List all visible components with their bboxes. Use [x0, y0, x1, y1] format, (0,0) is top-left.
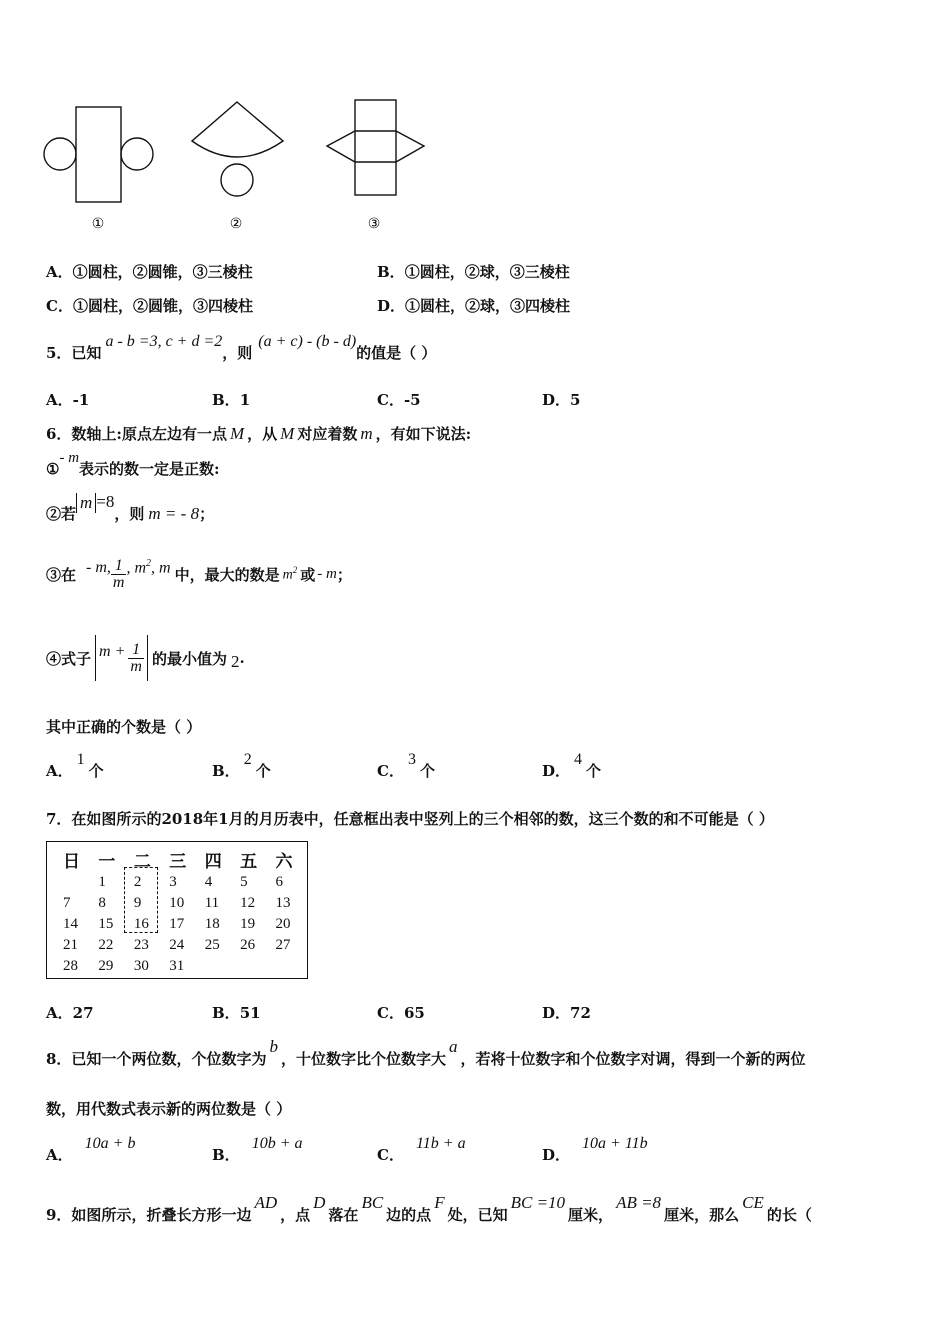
q7-option-c: C．65 — [377, 1004, 425, 1022]
calendar-cell: 21 — [63, 937, 78, 953]
q7-option-d: D．72 — [542, 1004, 591, 1022]
q6-statement-2: ②若m =8，则 m = - 8； — [46, 492, 215, 523]
figure-label-1: ① — [91, 216, 105, 232]
calendar-cell — [236, 956, 271, 977]
q6-statement-4: ④式子 m + $\frac{1}{m}$ 的最小值为 2 . — [46, 632, 245, 684]
calendar-cell: 9 — [133, 895, 142, 911]
q6-statement-1: ①- m表示的数一定是正数: — [46, 450, 220, 478]
calendar-cell: 14 — [63, 916, 78, 932]
q6-option-c: C．3个 — [377, 751, 435, 780]
calendar-cell: 29 — [98, 958, 114, 974]
calendar-cell: 23 — [133, 937, 149, 953]
q8-option-c: C．11b + a — [377, 1135, 466, 1164]
calendar-row — [59, 914, 307, 935]
calendar-cell: 28 — [63, 958, 78, 974]
q7-option-b: B．51 — [212, 1004, 261, 1022]
calendar-cell: 6 — [275, 874, 284, 890]
solids-net-figure — [40, 95, 435, 240]
calendar-cell: 5 — [240, 874, 248, 890]
calendar-cell: 26 — [240, 937, 256, 953]
q5-option-d: D．5 — [542, 391, 581, 409]
calendar-header: 三 — [169, 851, 187, 872]
q7-stem: 7．在如图所示的2018年1月的月历表中，任意框出表中竖列上的三个相邻的数，这三个数的和不可能是（ ） — [46, 810, 774, 828]
calendar-cell: 8 — [98, 895, 106, 911]
calendar-cell: 13 — [275, 895, 291, 911]
calendar-header: 六 — [275, 851, 293, 872]
cylinder-net — [44, 107, 153, 202]
calendar-table — [46, 841, 308, 979]
q5-stem: 5．已知a - b =3, c + d =2，则(a + c) - (b - d)的值是（ ） — [46, 333, 437, 362]
calendar-cell: 15 — [98, 916, 114, 932]
figure-label-3: ③ — [367, 216, 381, 232]
calendar-cell: 1 — [98, 874, 106, 890]
calendar-cell: 12 — [240, 895, 256, 911]
calendar-cell: 3 — [169, 874, 177, 890]
q5-option-a: A．-1 — [46, 391, 90, 409]
q4-option-b: B．①圆柱，②球，③三棱柱 — [377, 263, 570, 281]
q8-option-d: D．10a + 11b — [542, 1135, 648, 1164]
calendar-cell: 27 — [275, 937, 291, 953]
q8-stem-line-1: 8．已知一个两位数，个位数字为b，十位数字比个位数字大a，若将十位数字和个位数字对调，得到一个新的两位 — [46, 1037, 806, 1068]
calendar-header: 一 — [98, 851, 116, 872]
calendar-cell: 11 — [204, 895, 220, 911]
calendar-cell: 17 — [169, 916, 185, 932]
calendar-header: 五 — [240, 851, 258, 872]
q4-option-d: D．①圆柱，②球，③四棱柱 — [377, 297, 571, 315]
calendar-header: 二 — [133, 851, 151, 872]
calendar-cell: 31 — [169, 958, 185, 974]
q8-option-b: B．10b + a — [212, 1135, 303, 1164]
q6-option-a: A．1个 — [46, 751, 104, 780]
calendar-cell — [272, 956, 307, 977]
q6-ask: 其中正确的个数是（ ） — [46, 718, 202, 736]
cone-net — [192, 102, 283, 196]
calendar-cell: 30 — [133, 958, 149, 974]
calendar-cell: 19 — [240, 916, 256, 932]
calendar-cell: 25 — [204, 937, 220, 953]
q4-option-a: A．①圆柱，②圆锥，③三棱柱 — [46, 263, 253, 281]
calendar-cell: 7 — [63, 895, 71, 911]
q6-stem: 6．数轴上:原点左边有一点 M ，从 M 对应着数 m ，有如下说法: — [46, 424, 472, 443]
calendar-cell: 20 — [275, 916, 291, 932]
calendar-header: 日 — [63, 851, 80, 872]
prism-net — [327, 100, 424, 195]
q8-stem-line-2: 数，用代数式表示新的两位数是（ ） — [46, 1100, 292, 1118]
q6-option-b: B．2个 — [212, 751, 271, 780]
q4-option-c: C．①圆柱，②圆锥，③四棱柱 — [46, 297, 253, 315]
q5-option-b: B．1 — [212, 391, 251, 409]
calendar-cell — [59, 872, 94, 893]
calendar-cell: 18 — [204, 916, 220, 932]
calendar-row — [59, 935, 307, 956]
calendar-dashed-frame — [124, 867, 158, 933]
calendar-header: 四 — [204, 851, 222, 872]
calendar-cell: 10 — [169, 895, 185, 911]
calendar-cell — [201, 956, 236, 977]
q9-stem: 9．如图所示，折叠长方形一边AD，点D落在BC边的点F处，已知BC =10厘米，AB =8厘米，那么CE的长（ — [46, 1193, 812, 1224]
calendar-cell: 22 — [98, 937, 114, 953]
calendar-cell: 2 — [133, 874, 142, 890]
calendar-row — [59, 872, 307, 893]
calendar-cell: 4 — [204, 874, 213, 890]
calendar-row — [59, 893, 307, 914]
q6-statement-3: ③在 - m, $\frac{1}{m}$ , $m^2$, m 中，最大的数是 $m^2$ 或 - m ； — [46, 556, 352, 591]
figure-label-2: ② — [229, 216, 243, 232]
q5-option-c: C．-5 — [377, 391, 421, 409]
q6-option-d: D．4个 — [542, 751, 602, 780]
calendar-cell: 16 — [133, 916, 149, 932]
q8-option-a: A．10a + b — [46, 1135, 136, 1164]
calendar-row — [59, 956, 307, 977]
calendar-cell: 24 — [169, 937, 185, 953]
calendar-header-row — [59, 846, 307, 872]
q7-option-a: A．27 — [46, 1004, 94, 1022]
